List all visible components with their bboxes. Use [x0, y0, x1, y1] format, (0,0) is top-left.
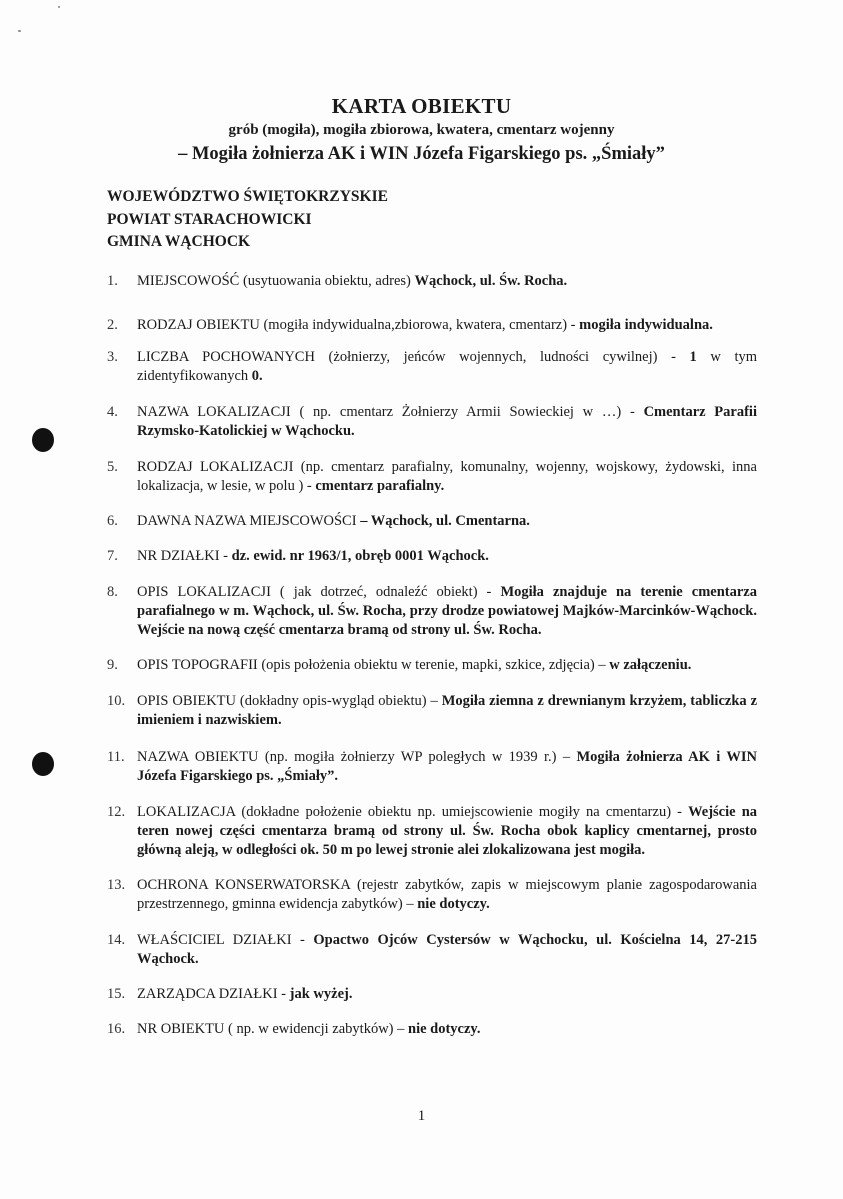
- list-item: [107, 692, 757, 730]
- list-item: [107, 272, 757, 291]
- punch-hole-mark: [32, 752, 54, 776]
- item-text: LOKALIZACJA (dokładne położenie obiektu np. umiejscowienie mogiły na cmentarzu) - Wejście na teren nowej części cmentarza bramą od strony ul. Św. Rocha obok kaplicy cmentarnej, prosto główną aleją, w odległości ok. 50 m po lewej stronie alei zlokalizowana jest mogiła.: [137, 804, 758, 858]
- item-text: OCHRONA KONSERWATORSKA (rejestr zabytków, zapis w miejscowym planie zagospodarowania przestrzennego, gminna ewidencja zabytków) – nie dotyczy.: [137, 877, 757, 912]
- item-number: 8.: [107, 584, 118, 600]
- item-number: 9.: [107, 657, 118, 673]
- item-text: NR DZIAŁKI - dz. ewid. nr 1963/1, obręb 0001 Wąchock.: [137, 548, 489, 564]
- item-text: OPIS TOPOGRAFII (opis położenia obiektu w terenie, mapki, szkice, zdjęcia) – w załączeniu.: [137, 657, 692, 673]
- list-item: [107, 348, 757, 386]
- object-name-heading: – Mogiła żołnierza AK i WIN Józefa Figarskiego ps. „Śmiały”: [178, 144, 665, 164]
- item-number: 11.: [107, 749, 125, 765]
- page-number: 1: [417, 1108, 426, 1124]
- scan-speck: [18, 30, 21, 32]
- item-number: 6.: [107, 513, 118, 529]
- item-number: 5.: [107, 459, 118, 475]
- list-item: [107, 458, 757, 496]
- item-number: 7.: [107, 548, 118, 564]
- list-item: [107, 583, 757, 640]
- item-text: NAZWA LOKALIZACJI ( np. cmentarz Żołnierzy Armii Sowieckiej w …) - Cmentarz Parafii Rzymsko-Katolickiej w Wąchocku.: [137, 404, 757, 439]
- list-item: [107, 316, 757, 335]
- list-item: [107, 1020, 757, 1039]
- item-number: 15.: [107, 986, 126, 1002]
- item-number: 10.: [107, 693, 126, 709]
- item-text: RODZAJ LOKALIZACJI (np. cmentarz parafialny, komunalny, wojenny, wojskowy, żydowski, inna lokalizacja, w lesie, w polu ) - cmentarz parafialny.: [137, 459, 757, 494]
- list-item: [107, 803, 757, 860]
- scan-speck: [58, 6, 60, 8]
- item-number: 14.: [107, 932, 126, 948]
- item-text: RODZAJ OBIEKTU (mogiła indywidualna,zbiorowa, kwatera, cmentarz) - mogiła indywidualna.: [137, 317, 713, 333]
- item-text: OPIS OBIEKTU (dokładny opis-wygląd obiektu) – Mogiła ziemna z drewnianym krzyżem, tabliczka z imieniem i nazwiskiem.: [137, 693, 758, 728]
- item-text: MIEJSCOWOŚĆ (usytuowania obiektu, adres) Wąchock, ul. Św. Rocha.: [137, 273, 568, 289]
- item-number: 3.: [107, 349, 118, 365]
- list-item: [107, 931, 757, 969]
- item-text: NR OBIEKTU ( np. w ewidencji zabytków) – nie dotyczy.: [137, 1021, 481, 1037]
- list-item: [107, 876, 757, 914]
- list-item: [107, 656, 757, 675]
- list-item: [107, 985, 757, 1004]
- voivodeship-label: WOJEWÓDZTWO ŚWIĘTOKRZYSKIE: [107, 188, 388, 205]
- item-text: OPIS LOKALIZACJI ( jak dotrzeć, odnaleźć obiekt) - Mogiła znajduje na terenie cmentarza parafialnego w m. Wąchock, ul. Św. Rocha, przy drodze powiatowej Majków-Marcinków-Wąchock. Wejście na nową część cmentarza bramą od strony ul. Św. Rocha.: [137, 584, 757, 638]
- administrative-region: [107, 186, 388, 254]
- document-subtitle: grób (mogiła), mogiła zbiorowa, kwatera, cmentarz wojenny: [228, 122, 615, 138]
- list-item: [107, 748, 757, 786]
- item-number: 4.: [107, 404, 118, 420]
- document-title: KARTA OBIEKTU: [331, 94, 512, 118]
- item-text: NAZWA OBIEKTU (np. mogiła żołnierzy WP poległych w 1939 r.) – Mogiła żołnierza AK i WIN Józefa Figarskiego ps. „Śmiały”.: [137, 749, 757, 784]
- punch-hole-mark: [32, 428, 54, 452]
- item-number: 1.: [107, 273, 118, 289]
- item-text: WŁAŚCICIEL DZIAŁKI - Opactwo Ojców Cystersów w Wąchocku, ul. Kościelna 14, 27-215 Wąchock.: [137, 932, 757, 967]
- list-item: [107, 512, 757, 531]
- item-text: DAWNA NAZWA MIEJSCOWOŚCI – Wąchock, ul. Cmentarna.: [137, 513, 530, 529]
- item-text: ZARZĄDCA DZIAŁKI - jak wyżej.: [137, 986, 353, 1002]
- commune-label: GMINA WĄCHOCK: [107, 233, 251, 250]
- item-number: 16.: [107, 1021, 126, 1037]
- county-label: POWIAT STARACHOWICKI: [107, 210, 312, 228]
- list-item: [107, 403, 757, 441]
- item-text: LICZBA POCHOWANYCH (żołnierzy, jeńców wojennych, ludności cywilnej) - 1 w tym zidentyfikowanych 0.: [137, 349, 758, 384]
- list-item: [107, 547, 757, 566]
- item-number: 12.: [107, 804, 126, 820]
- item-number: 13.: [107, 877, 126, 893]
- item-number: 2.: [107, 317, 118, 333]
